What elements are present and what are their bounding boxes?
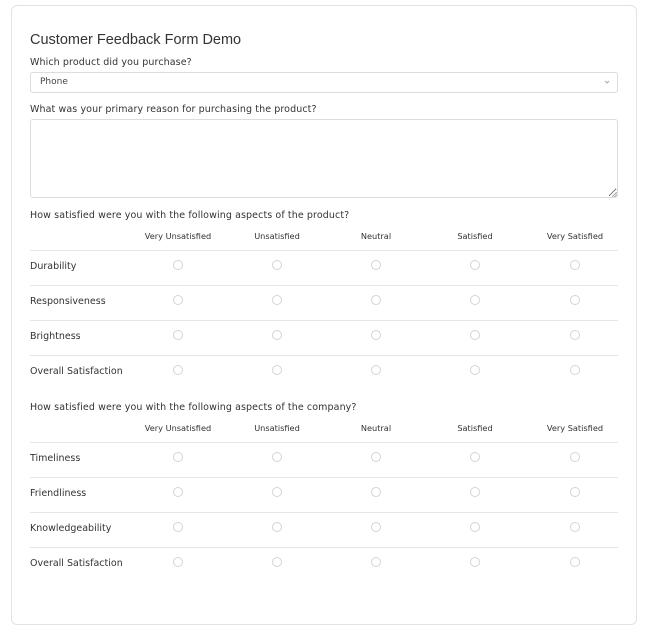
column-satisfied: Satisfied	[457, 231, 493, 241]
radio-responsiveness-unsatisfied[interactable]	[272, 295, 282, 305]
radio-knowledgeability-very-unsatisfied[interactable]	[173, 522, 183, 532]
radio-timeliness-satisfied[interactable]	[470, 452, 480, 462]
column-very-satisfied: Very Satisfied	[546, 423, 604, 433]
radio-overall-neutral[interactable]	[371, 365, 381, 375]
radio-friendliness-very-unsatisfied[interactable]	[173, 487, 183, 497]
radio-friendliness-neutral[interactable]	[371, 487, 381, 497]
radio-knowledgeability-very-satisfied[interactable]	[570, 522, 580, 532]
product-select[interactable]	[30, 72, 618, 93]
chevron-down-icon	[602, 77, 612, 87]
radio-responsiveness-satisfied[interactable]	[470, 295, 480, 305]
row-label: Durability	[30, 261, 77, 272]
radio-timeliness-unsatisfied[interactable]	[272, 452, 282, 462]
reason-textarea[interactable]	[30, 119, 618, 198]
radio-durability-very-satisfied[interactable]	[570, 260, 580, 270]
matrix-row-knowledgeability	[30, 513, 618, 548]
resize-grip-icon[interactable]	[612, 192, 617, 197]
row-label: Overall Satisfaction	[30, 366, 123, 377]
matrix-header	[30, 423, 618, 443]
radio-company-overall-unsatisfied[interactable]	[272, 557, 282, 567]
reason-question-label: What was your primary reason for purchasing the product?	[30, 104, 317, 115]
radio-responsiveness-neutral[interactable]	[371, 295, 381, 305]
radio-brightness-very-satisfied[interactable]	[570, 330, 580, 340]
radio-durability-very-unsatisfied[interactable]	[173, 260, 183, 270]
matrix-header	[30, 231, 618, 251]
radio-responsiveness-very-unsatisfied[interactable]	[173, 295, 183, 305]
radio-knowledgeability-neutral[interactable]	[371, 522, 381, 532]
radio-brightness-neutral[interactable]	[371, 330, 381, 340]
column-very-unsatisfied: Very Unsatisfied	[144, 231, 212, 241]
product-matrix-label: How satisfied were you with the following aspects of the product?	[30, 210, 350, 221]
column-unsatisfied: Unsatisfied	[254, 423, 300, 433]
column-satisfied: Satisfied	[457, 423, 493, 433]
radio-timeliness-very-satisfied[interactable]	[570, 452, 580, 462]
radio-overall-satisfied[interactable]	[470, 365, 480, 375]
radio-company-overall-satisfied[interactable]	[470, 557, 480, 567]
column-very-satisfied: Very Satisfied	[546, 231, 604, 241]
radio-knowledgeability-satisfied[interactable]	[470, 522, 480, 532]
matrix-row-brightness	[30, 321, 618, 356]
radio-brightness-very-unsatisfied[interactable]	[173, 330, 183, 340]
radio-company-overall-neutral[interactable]	[371, 557, 381, 567]
radio-responsiveness-very-satisfied[interactable]	[570, 295, 580, 305]
row-label: Knowledgeability	[30, 523, 112, 534]
column-very-unsatisfied: Very Unsatisfied	[144, 423, 212, 433]
column-neutral: Neutral	[360, 231, 392, 241]
radio-company-overall-very-unsatisfied[interactable]	[173, 557, 183, 567]
radio-overall-very-satisfied[interactable]	[570, 365, 580, 375]
radio-brightness-unsatisfied[interactable]	[272, 330, 282, 340]
radio-friendliness-unsatisfied[interactable]	[272, 487, 282, 497]
radio-company-overall-very-satisfied[interactable]	[570, 557, 580, 567]
product-question-label: Which product did you purchase?	[30, 57, 192, 68]
radio-timeliness-neutral[interactable]	[371, 452, 381, 462]
column-unsatisfied: Unsatisfied	[254, 231, 300, 241]
matrix-row-overall-satisfaction	[30, 356, 618, 390]
radio-durability-satisfied[interactable]	[470, 260, 480, 270]
form-title: Customer Feedback Form Demo	[30, 32, 242, 48]
row-label: Responsiveness	[30, 296, 106, 307]
radio-friendliness-very-satisfied[interactable]	[570, 487, 580, 497]
radio-overall-very-unsatisfied[interactable]	[173, 365, 183, 375]
row-label: Timeliness	[30, 453, 81, 464]
matrix-row-friendliness	[30, 478, 618, 513]
column-neutral: Neutral	[360, 423, 392, 433]
row-label: Brightness	[30, 331, 81, 342]
row-label: Overall Satisfaction	[30, 558, 123, 569]
company-satisfaction-matrix	[30, 423, 618, 582]
product-select-value: Phone	[40, 77, 68, 87]
matrix-row-responsiveness	[30, 286, 618, 321]
radio-knowledgeability-unsatisfied[interactable]	[272, 522, 282, 532]
product-satisfaction-matrix	[30, 231, 618, 390]
radio-overall-unsatisfied[interactable]	[272, 365, 282, 375]
matrix-row-company-overall-satisfaction	[30, 548, 618, 582]
radio-timeliness-very-unsatisfied[interactable]	[173, 452, 183, 462]
matrix-row-timeliness	[30, 443, 618, 478]
radio-durability-unsatisfied[interactable]	[272, 260, 282, 270]
row-label: Friendliness	[30, 488, 87, 499]
matrix-row-durability	[30, 251, 618, 286]
radio-durability-neutral[interactable]	[371, 260, 381, 270]
radio-friendliness-satisfied[interactable]	[470, 487, 480, 497]
radio-brightness-satisfied[interactable]	[470, 330, 480, 340]
company-matrix-label: How satisfied were you with the following aspects of the company?	[30, 402, 357, 413]
